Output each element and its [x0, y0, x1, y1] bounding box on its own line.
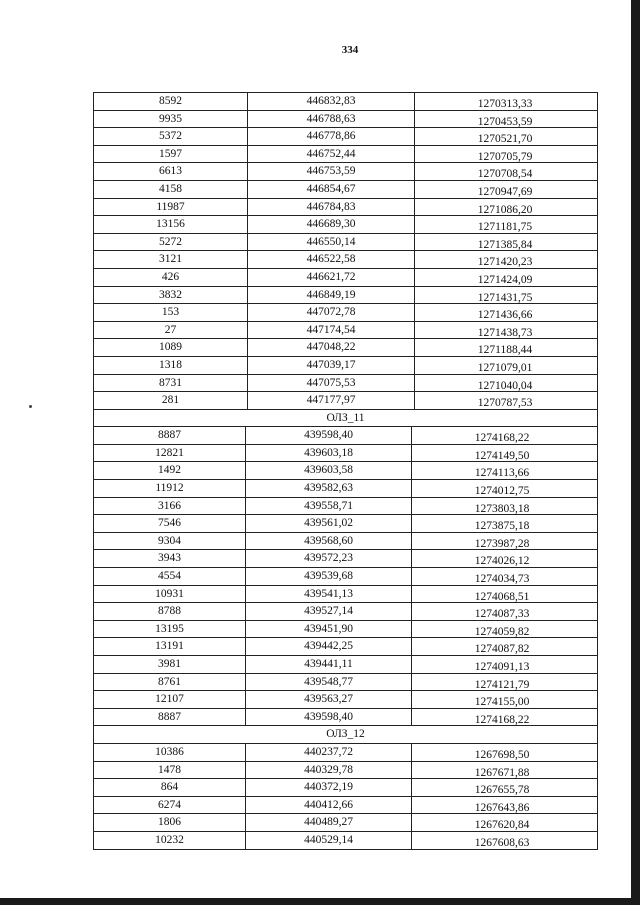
y-coordinate-cell: 1271431,75 [414, 287, 595, 304]
table-row [94, 233, 597, 251]
point-number-cell: 8788 [158, 605, 181, 618]
y-coordinate-cell: 1270521,70 [414, 128, 595, 145]
x-coordinate-cell: 439558,71 [245, 498, 411, 515]
table-row [94, 567, 597, 585]
point-number-cell: 13191 [155, 640, 184, 653]
point-number-cell: 10386 [155, 745, 184, 758]
point-number-cell: 1492 [158, 464, 181, 477]
table-row [94, 743, 597, 761]
x-coordinate-cell: 439541,13 [245, 586, 411, 603]
scan-edge-right [631, 0, 640, 905]
point-number-cell: 27 [164, 323, 177, 336]
point-number-cell: 13156 [156, 218, 185, 231]
point-number-cell: 11987 [156, 200, 185, 213]
table-row [94, 145, 597, 163]
table-row [94, 761, 597, 779]
x-coordinate-cell: 446550,14 [247, 234, 414, 251]
table-row [94, 162, 597, 180]
section-title: ОЛЗ_12 [326, 728, 365, 741]
point-number-cell: 3121 [159, 253, 182, 266]
point-number-cell: 7546 [158, 517, 181, 530]
y-coordinate-cell: 1274012,75 [411, 480, 592, 497]
y-coordinate-cell: 1274087,82 [411, 638, 592, 655]
point-number-cell: 11912 [155, 482, 184, 495]
y-coordinate-cell: 1274155,00 [411, 691, 592, 708]
table-row [94, 532, 597, 550]
y-coordinate-cell: 1274026,12 [411, 550, 592, 567]
y-coordinate-cell: 1270787,53 [414, 392, 595, 409]
y-coordinate-cell: 1267620,84 [411, 814, 592, 831]
x-coordinate-cell: 439598,40 [245, 709, 411, 726]
y-coordinate-cell: 1273987,28 [411, 533, 592, 550]
x-coordinate-cell: 439561,02 [245, 515, 411, 532]
x-coordinate-cell: 446522,58 [247, 251, 414, 268]
x-coordinate-cell: 446832,83 [247, 93, 414, 110]
table-row [94, 356, 597, 374]
point-number-cell: 1089 [159, 341, 182, 354]
y-coordinate-cell: 1271188,44 [414, 339, 595, 356]
table-row [94, 391, 597, 409]
x-coordinate-cell: 447072,78 [247, 304, 414, 321]
x-coordinate-cell: 439441,11 [245, 656, 411, 673]
x-coordinate-cell: 439582,63 [245, 480, 411, 497]
table-row [94, 620, 597, 638]
point-number-cell: 9304 [158, 534, 181, 547]
table-row [94, 479, 597, 497]
x-coordinate-cell: 440372,19 [245, 779, 411, 796]
table-row [94, 338, 597, 356]
x-coordinate-cell: 439451,90 [245, 621, 411, 638]
point-number-cell: 1478 [158, 763, 181, 776]
y-coordinate-cell: 1274091,13 [411, 656, 592, 673]
table-row [94, 250, 597, 268]
point-number-cell: 12821 [155, 446, 184, 459]
table-row [94, 497, 597, 515]
point-number-cell: 8592 [159, 95, 182, 107]
x-coordinate-cell: 447075,53 [247, 375, 414, 392]
point-number-cell: 3981 [158, 658, 181, 670]
y-coordinate-cell: 1267698,50 [411, 744, 592, 761]
point-number-cell: 426 [161, 270, 180, 283]
y-coordinate-cell: 1274068,51 [411, 586, 592, 603]
y-coordinate-cell: 1274113,66 [411, 462, 592, 479]
x-coordinate-cell: 440329,78 [245, 762, 411, 779]
scan-edge-bottom [0, 898, 640, 905]
point-number-cell: 153 [161, 306, 180, 319]
table-row [94, 180, 597, 198]
point-number-cell: 3943 [158, 552, 181, 565]
x-coordinate-cell: 446854,67 [247, 181, 414, 198]
point-number-cell: 9935 [159, 112, 182, 125]
y-coordinate-cell: 1271424,09 [414, 269, 595, 286]
y-coordinate-cell: 1270705,79 [414, 146, 595, 163]
y-coordinate-cell: 1274149,50 [411, 445, 592, 462]
y-coordinate-cell: 1271385,84 [414, 234, 595, 251]
y-coordinate-cell: 1273803,18 [411, 498, 592, 515]
point-number-cell: 1597 [159, 147, 182, 160]
table-row [94, 637, 597, 655]
y-coordinate-cell: 1270453,59 [414, 111, 595, 128]
table-row [94, 321, 597, 339]
x-coordinate-cell: 439598,40 [245, 427, 411, 444]
table-row [94, 778, 597, 796]
x-coordinate-cell: 447039,17 [247, 357, 414, 374]
point-number-cell: 6274 [158, 798, 181, 811]
table-row [94, 796, 597, 814]
table-row [94, 549, 597, 567]
section-title-row [94, 409, 597, 427]
table-row [94, 303, 597, 321]
x-coordinate-cell: 439442,25 [245, 638, 411, 655]
y-coordinate-cell: 1271079,01 [414, 357, 595, 374]
y-coordinate-cell: 1274168,22 [411, 427, 592, 444]
x-coordinate-cell: 446689,30 [247, 216, 414, 233]
x-coordinate-cell: 439603,58 [245, 462, 411, 479]
x-coordinate-cell: 439548,77 [245, 674, 411, 691]
table-row [94, 127, 597, 145]
table-row [94, 585, 597, 603]
x-coordinate-cell: 446752,44 [247, 146, 414, 163]
point-number-cell: 10232 [155, 833, 184, 846]
table-row [94, 655, 597, 673]
table-row [94, 813, 597, 831]
point-number-cell: 1806 [158, 816, 181, 829]
y-coordinate-cell: 1267655,78 [411, 779, 592, 796]
point-number-cell: 6613 [159, 165, 182, 178]
y-coordinate-cell: 1267671,88 [411, 762, 592, 779]
point-number-cell: 864 [160, 781, 179, 794]
x-coordinate-cell: 446753,59 [247, 163, 414, 180]
y-coordinate-cell: 1271420,23 [414, 251, 595, 268]
x-coordinate-cell: 440412,66 [245, 797, 411, 814]
x-coordinate-cell: 439603,18 [245, 445, 411, 462]
table-row [94, 426, 597, 444]
table-row [94, 708, 597, 726]
table-row [94, 602, 597, 620]
table-row [94, 444, 597, 462]
table-row [94, 268, 597, 286]
section-title-row [94, 725, 597, 743]
table-row [94, 831, 597, 849]
y-coordinate-cell: 1271438,73 [414, 322, 595, 339]
x-coordinate-cell: 447174,54 [247, 322, 414, 339]
y-coordinate-cell: 1271086,20 [414, 199, 595, 216]
table-row [94, 92, 597, 110]
y-coordinate-cell: 1270313,33 [414, 93, 595, 110]
x-coordinate-cell: 439527,14 [245, 603, 411, 620]
x-coordinate-cell: 447048,22 [247, 339, 414, 356]
table-row [94, 461, 597, 479]
x-coordinate-cell: 439568,60 [245, 533, 411, 550]
x-coordinate-cell: 446621,72 [247, 269, 414, 286]
x-coordinate-cell: 440529,14 [245, 832, 411, 849]
section-title: ОЛЗ_11 [326, 411, 365, 424]
x-coordinate-cell: 446849,19 [247, 287, 414, 304]
point-number-cell: 8761 [158, 675, 181, 688]
x-coordinate-cell: 446778,86 [247, 128, 414, 145]
point-number-cell: 4554 [158, 570, 181, 583]
point-number-cell: 3166 [158, 499, 181, 512]
point-number-cell: 8731 [159, 376, 182, 389]
y-coordinate-cell: 1271181,75 [414, 216, 595, 233]
y-coordinate-cell: 1274168,22 [411, 709, 592, 726]
point-number-cell: 4158 [159, 182, 182, 195]
table-row [94, 690, 597, 708]
y-coordinate-cell: 1274034,73 [411, 568, 592, 585]
y-coordinate-cell: 1274059,82 [411, 621, 592, 638]
x-coordinate-cell: 439563,27 [245, 691, 411, 708]
point-number-cell: 281 [161, 394, 180, 407]
table-row [94, 514, 597, 532]
x-coordinate-cell: 439572,23 [245, 550, 411, 567]
scan-speck [29, 405, 32, 408]
table-row [94, 374, 597, 392]
x-coordinate-cell: 446784,83 [247, 199, 414, 216]
y-coordinate-cell: 1267643,86 [411, 797, 592, 814]
point-number-cell: 8887 [158, 710, 181, 723]
y-coordinate-cell: 1273875,18 [411, 515, 592, 532]
table-row [94, 286, 597, 304]
table-row [94, 110, 597, 128]
y-coordinate-cell: 1270947,69 [414, 181, 595, 198]
y-coordinate-cell: 1274087,33 [411, 603, 592, 620]
y-coordinate-cell: 1274121,79 [411, 674, 592, 691]
x-coordinate-cell: 440237,72 [245, 744, 411, 761]
page-number: 334 [341, 44, 359, 56]
coordinates-table [93, 92, 598, 850]
table-row [94, 198, 597, 216]
x-coordinate-cell: 446788,63 [247, 111, 414, 128]
x-coordinate-cell: 439539,68 [245, 568, 411, 585]
point-number-cell: 12107 [155, 693, 184, 706]
y-coordinate-cell: 1271040,04 [414, 375, 595, 392]
x-coordinate-cell: 447177,97 [247, 392, 414, 409]
y-coordinate-cell: 1267608,63 [411, 832, 592, 849]
point-number-cell: 8887 [158, 429, 181, 442]
table-row [94, 215, 597, 233]
point-number-cell: 5272 [159, 235, 182, 248]
point-number-cell: 10931 [155, 587, 184, 600]
point-number-cell: 5372 [159, 130, 182, 143]
point-number-cell: 3832 [159, 288, 182, 301]
point-number-cell: 13195 [155, 622, 184, 635]
point-number-cell: 1318 [159, 358, 182, 371]
y-coordinate-cell: 1271436,66 [414, 304, 595, 321]
table-row [94, 673, 597, 691]
y-coordinate-cell: 1270708,54 [414, 163, 595, 180]
x-coordinate-cell: 440489,27 [245, 814, 411, 831]
